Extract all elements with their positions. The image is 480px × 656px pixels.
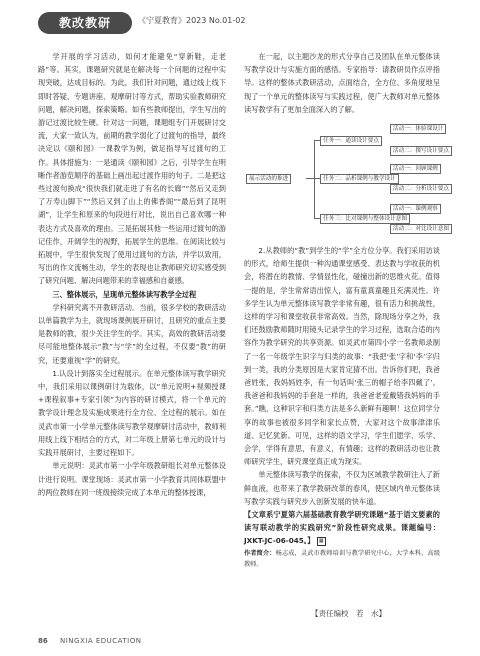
author-bio xyxy=(244,548,440,570)
paragraph: 单元整体读写教学的探索，不仅为区域教学教研注入了新鲜血液，也带来了教学教研改革的春风，使区域内单元整体读写教学实践与研究步入创新发展的快车道。 xyxy=(244,470,440,506)
page-header xyxy=(0,0,480,46)
author-label: 作者简介： xyxy=(244,549,276,557)
funding-note xyxy=(244,508,440,548)
badge-label: 教改教研 xyxy=(58,16,111,30)
diagram-leaf: 活动一：体验课设计 xyxy=(390,124,446,134)
section-title: 三、整体展示，呈现单元整体读写教学全过程 xyxy=(52,289,197,299)
paragraph: 学科研究离不开教研活动。当前，很多学校的教研活动以单篇教学为主，就现场课例展开研讨，且研究的重点主要是教师的教，很少关注学生的学。其实，高效的教研活动要尽可能地整体展示“教”与“学”的全过程，不仅要“教”的研究，还要重视“学”的研究。 xyxy=(38,302,226,365)
diagram-connector xyxy=(306,178,314,179)
section-badge xyxy=(38,12,132,34)
diagram-leaf: 活动一：课例观察 xyxy=(390,204,441,214)
paragraph: 单元说明：灵武市第一小学年级教研组长对单元整体设计进行说明。课堂现场：灵武市第一小学教育共同体联盟中的两位教师在同一班级接续完成了本单元的整体授课， xyxy=(38,461,226,497)
page-number: 86 xyxy=(38,637,48,645)
diagram-leaf: 活动二：对比设计意图 xyxy=(390,224,452,234)
author-text: 杨志成，灵武市教师培训与教学研究中心，大学本科，高级教师。 xyxy=(244,549,441,568)
journal-name: NINGXIA EDUCATION xyxy=(60,637,142,645)
paragraph: 在一起，以主题沙龙的形式分享自己及团队在单元整体读写教学设计与实施方面的感悟。专家指导：请教研员作点评指导。这样的整体式教研活动，点面结合，全方位、多角度地呈现了一个单元的整体读写与实践过程，使广大教师对单元整体读写教学有了更加全面深入的了解。 xyxy=(244,52,440,114)
diagram-leaf: 活动一：回顾课例 xyxy=(390,164,441,174)
diagram-connector xyxy=(314,140,315,218)
qr-icon: ▦ xyxy=(317,537,326,546)
activity-diagram xyxy=(244,118,449,242)
issue-label: 《宁夏教育》2023 No.01-02 xyxy=(138,16,246,25)
diagram-leaf: 活动二：撰写设计要点 xyxy=(390,146,452,156)
left-column xyxy=(38,50,226,499)
paragraph: 学开展的学习活动，如何才能避免“穿新鞋，走老路”等。其实，课题研究就是在解决每一个问题的过程中实现突破，达成目标的。为此，我们针对问题，通过线上线下即时答疑、专题讲座、观摩研讨等方式，帮助实验教师研究问题，解决问题，探索策略。如有些教师提出，学生写出的游记过渡比较生硬。针对这一问题，课题组专门开展研讨交流，大家一致认为，前期的教学弱化了过渡句的指导，最终决定以《颐和园》一课教学为例，做足指导写过渡句的工作。具体措施为：一是通读《颐和园》之后，引导学生在明晰作者游览顺序的基础上画出起过渡作用的句子。二是把这些过渡句换成“很快我们就走进了有名的长廊”“然后又走到了万寿山脚下”“然后又到了山上的佛香阁”“最后到了昆明湖”，让学生和原来的句段进行对比，说出自己喜欢哪一种表达方式及喜欢的理由。三是拓展其他一些运用过渡句的游记佳作，开阔学生的视野，拓展学生的思维。在阅读比较与拓展中，学生很快发现了使用过渡句的方法，并学以致用，写出的作文流畅生动，学生的表现也让教师研究切实感受到了研究问题、解决问题带来的幸福感和自豪感。 xyxy=(38,52,226,286)
diagram-node: 任务一：通读设计要点 xyxy=(320,136,382,146)
diagram-root: 展示活动的推进 xyxy=(246,174,291,184)
paragraph: 2.从教师的“教”到学生的“学”全方位分享。我们采用访谈的形式，给师生提供一种沟通课堂感受、表达教与学收获的机会，将潜在的教情、学情显性化，碰撞出新的思维火花。值得一提的是，学生常常语出惊人，富有童真童趣且充满灵性。许多学生认为单元整体读写教学非常有趣，很有活力和挑战性，这样的学习和课堂收获非常高效。当然，除现场分享之外，我们还鼓励教师随时用镜头记录学生的学习过程，选取合适的内容作为教学研究的共享资源。如灵武市第四小学一名教师录制了一名一年级学生识字与归类的故事：“我把‘张’字和‘李’字归到一类，我的分类原因是大家肯定猜不出。告诉你们吧，我爸爸姓张，我妈妈姓李，有一句话叫‘张三的帽子给李四戴了’。我爸爸和我妈妈的手套是一样的，我爸爸老爱戴错我妈妈的手套。”瞧，这种识字和归类方法是多么新鲜有趣啊！这位同学分享的故事也被很多同学和家长点赞，大家对这个故事津津乐道、记忆犹新。可见，这样的语文学习，学生们愿学、乐学、会学，学得有意思，有意义，有情趣；这样的教研活动也让教师研究学生，研究课堂真正成为现实。 xyxy=(244,246,440,467)
page-footer xyxy=(38,637,442,649)
right-column xyxy=(244,50,449,570)
diagram-node: 任务二：品析课例与教学设计 xyxy=(320,174,399,184)
diagram-leaf: 活动二：分析设计要点 xyxy=(390,184,452,194)
funding-note-text: 【文章系宁夏第六届基础教育教学研究课题“基于语文要素的读写联动教学的实践研究”阶段性研究成果。课题编号：JXKT-JC-06-045。】 xyxy=(244,510,440,546)
paragraph: 1.认设计到落实全过程展示。在单元整体读写教学研究中，我们采用以课例研讨为载体，以“单元说明+视频授课+课程叙事+专家引领”为内容的研讨模式，将一个单元的教学设计理念及实施成果进行全方位、全过程的展示。如在灵武市第一小学单元整体读写教学观摩研讨活动中，教师利用线上线下相结合的方式，对二年级上册第七单元的设计与实践开展研讨，主要过程如下。 xyxy=(38,368,226,458)
diagram-node: 任务三：比对课例与整体设计意图 xyxy=(320,214,410,224)
editor-credit: 【责任编校 若 水】 xyxy=(311,609,386,618)
